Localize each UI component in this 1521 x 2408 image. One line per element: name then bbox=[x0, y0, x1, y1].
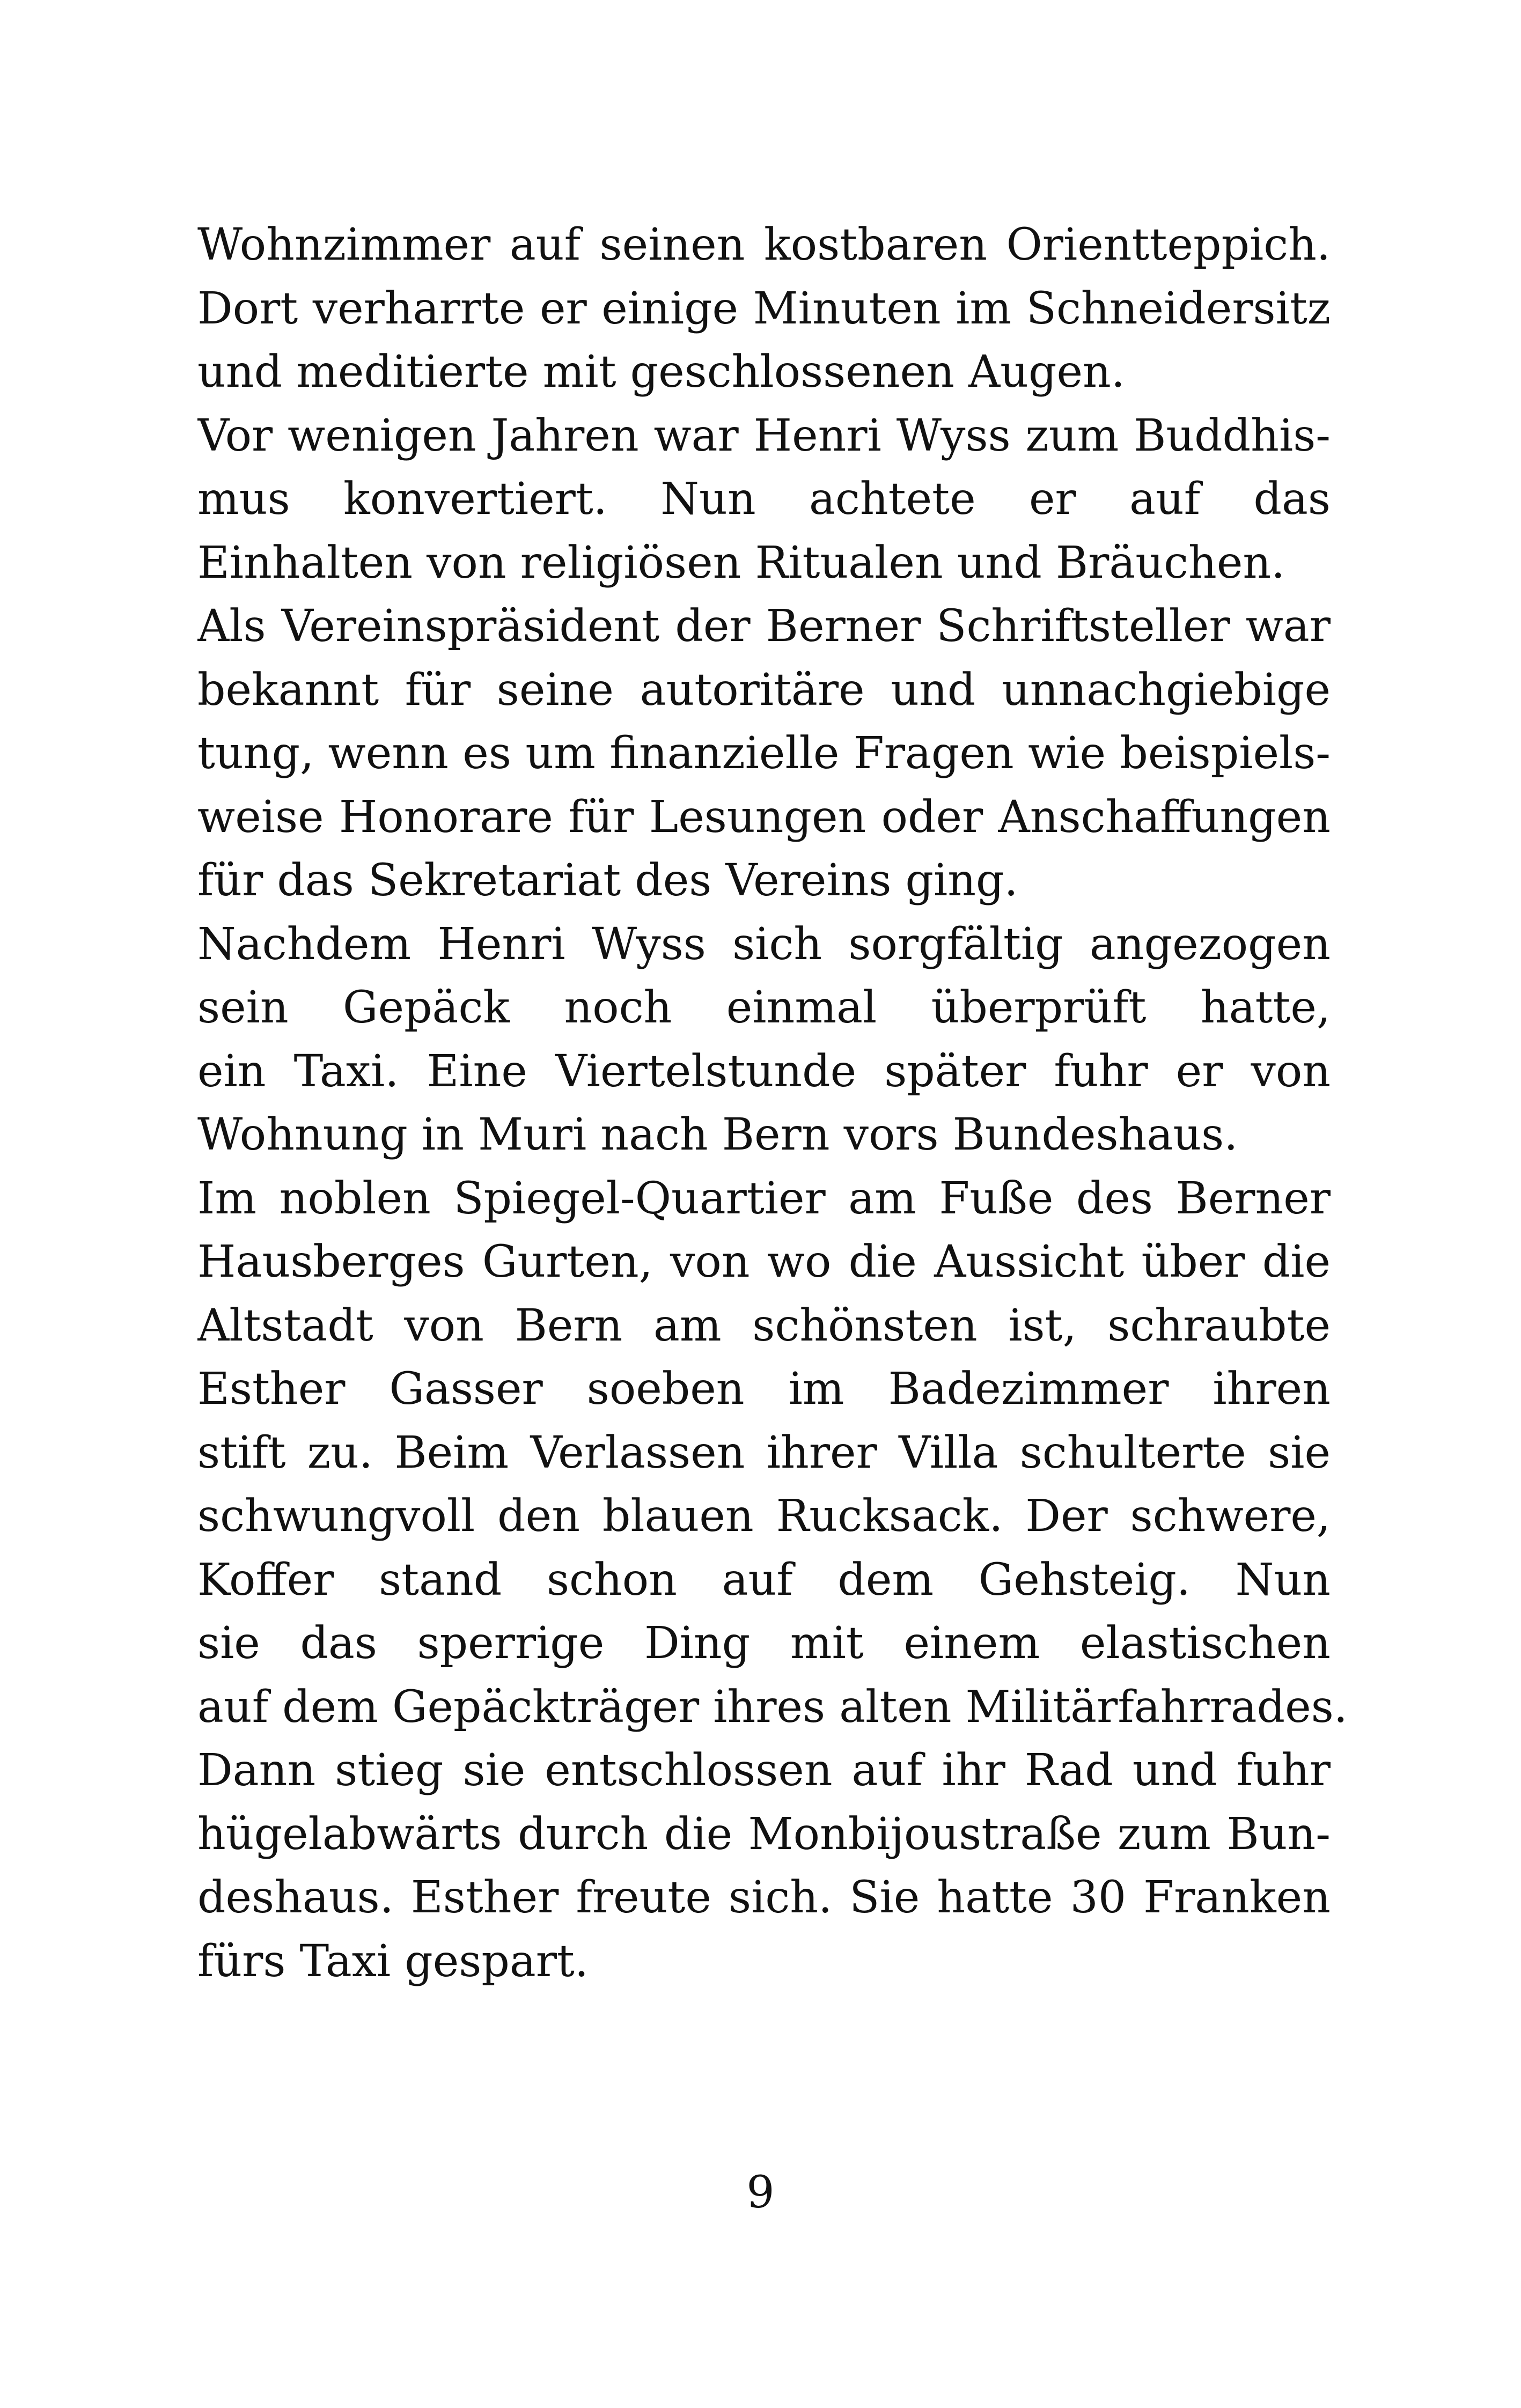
text-line: deshaus. Esther freute sich. Sie hatte 30 Franken bbox=[197, 1872, 1331, 1923]
text-line: bekannt für seine autoritäre und unnachgiebige bbox=[197, 664, 1331, 716]
text-line: sein Gepäck noch einmal überprüft hatte, bbox=[197, 982, 1331, 1033]
text-line: weise Honorare für Lesungen oder Anschaffungen bbox=[197, 791, 1331, 843]
text-line: Esther Gasser soeben im Badezimmer ihren bbox=[197, 1364, 1331, 1415]
text-line: Als Vereinspräsident der Berner Schriftsteller war bbox=[197, 601, 1331, 652]
text-line: tung, wenn es um finanzielle Fragen wie beispiels- bbox=[197, 728, 1331, 779]
text-line: und meditierte mit geschlossenen Augen. bbox=[197, 347, 1125, 397]
text-line: schwungvoll den blauen Rucksack. Der schwere, bbox=[197, 1491, 1331, 1542]
text-line: hügelabwärts durch die Monbijoustraße zum Bun- bbox=[197, 1808, 1331, 1860]
text-line: Dort verharrte er einige Minuten im Schneidersitz bbox=[197, 283, 1331, 334]
text-line: Einhalten von religiösen Ritualen und Bräuchen. bbox=[197, 537, 1285, 588]
text-line: stift zu. Beim Verlassen ihrer Villa schulterte sie bbox=[197, 1427, 1331, 1478]
page-number: 9 bbox=[746, 2167, 775, 2218]
text-line: Wohnzimmer auf seinen kostbaren Orientteppich. bbox=[197, 219, 1331, 270]
text-line: fürs Taxi gespart. bbox=[197, 1935, 589, 1987]
text-line: Wohnung in Muri nach Bern vors Bundeshaus. bbox=[197, 1109, 1238, 1160]
text-line: Dann stieg sie entschlossen auf ihr Rad und fuhr bbox=[197, 1745, 1331, 1796]
text-line: für das Sekretariat des Vereins ging. bbox=[197, 855, 1018, 906]
text-line: Hausberges Gurten, von wo die Aussicht über die bbox=[197, 1236, 1331, 1287]
text-line: auf dem Gepäckträger ihres alten Militärfahrrades. bbox=[197, 1681, 1348, 1733]
text-line: sie das sperrige Ding mit einem elastischen bbox=[197, 1618, 1331, 1669]
body-text bbox=[197, 213, 1348, 1993]
text-line: Koffer stand schon auf dem Gehsteig. Nun bbox=[197, 1554, 1331, 1606]
text-line: ein Taxi. Eine Viertelstunde später fuhr er von bbox=[197, 1045, 1331, 1097]
text-line: Vor wenigen Jahren war Henri Wyss zum Buddhis- bbox=[197, 410, 1331, 461]
text-line: mus konvertiert. Nun achtete er auf das bbox=[197, 474, 1331, 525]
text-line: Im noblen Spiegel-Quartier am Fuße des Berner bbox=[197, 1173, 1331, 1224]
text-line: Nachdem Henri Wyss sich sorgfältig angezogen bbox=[197, 918, 1331, 970]
text-line: Altstadt von Bern am schönsten ist, schraubte bbox=[197, 1300, 1331, 1351]
